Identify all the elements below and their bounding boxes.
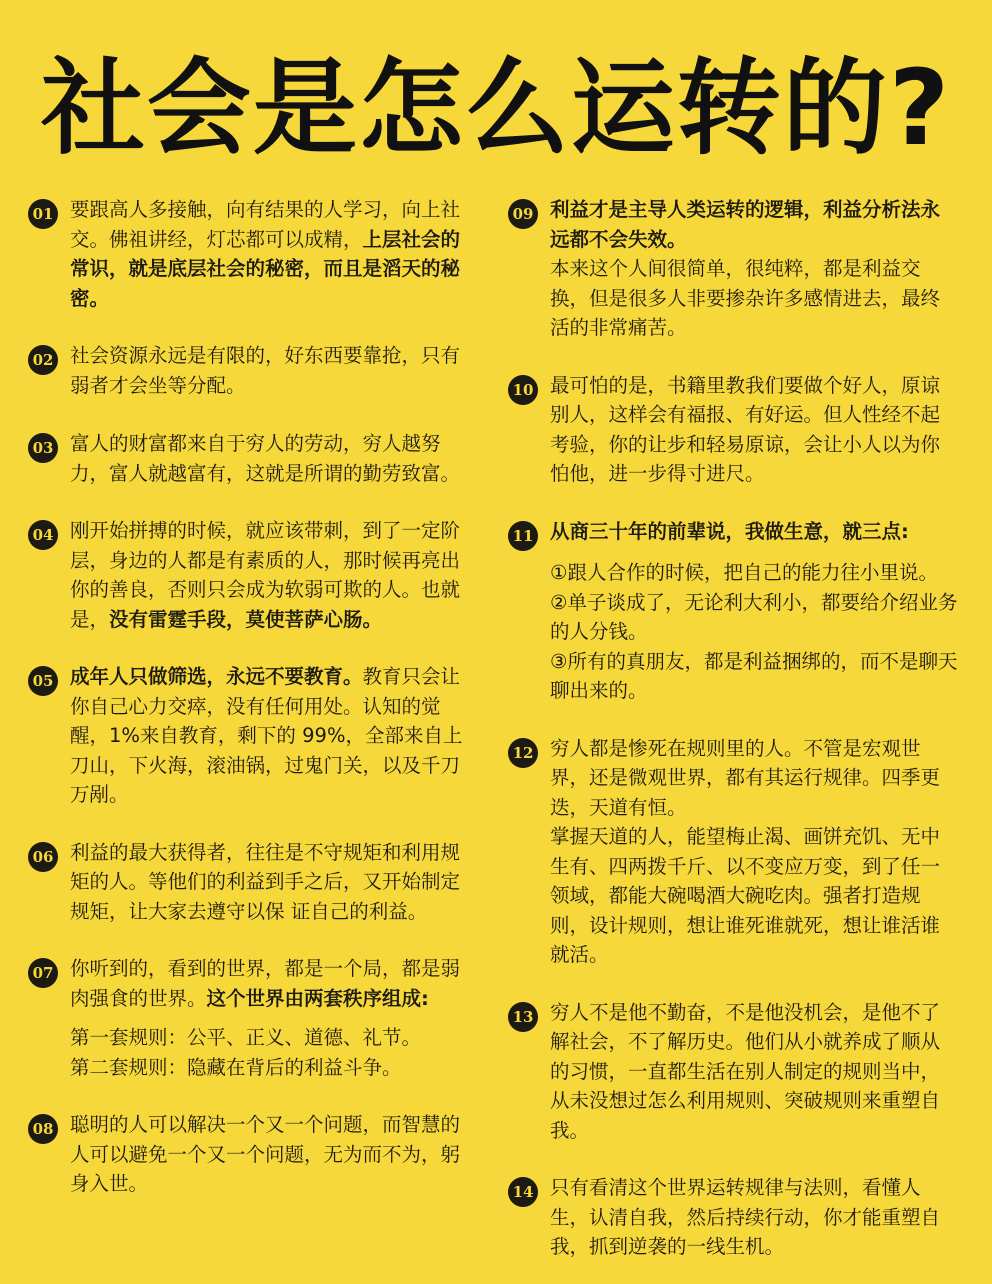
page-title: 社会是怎么运转的?	[40, 47, 952, 169]
item-text: 穷人都是惨死在规则里的人。不管是宏观世界，还是微观世界，都有其运行规律。四季更迭，天道有恒。	[550, 736, 941, 819]
list-item	[28, 195, 478, 313]
number-badge: 05	[28, 666, 58, 696]
point-line: ③所有的真朋友，都是利益捆绑的，而不是聊天聊出来的。	[550, 649, 958, 702]
item-text: 穷人不是他不勤奋，不是他没机会，是他不了解社会，不了解历史。他们从小就养成了顺从的习惯，一直都生活在别人制定的规则当中，从未没想过怎么利用规则、突破规则来重塑自我。	[550, 1000, 941, 1142]
item-text: 教育只会让你自己心力交瘁，没有任何用处。认知的觉醒，1%来自教育，剩下的 99%，全部来自上刀山，下火海，滚油锅，过鬼门关，以及千刀万剐。	[70, 665, 463, 806]
number-badge: 03	[28, 433, 58, 463]
item-text: 刚开始拼搏的时候，就应该带刺，到了一定阶层，身边的人都是有素质的人，那时候再亮出你的善良，否则只会成为软弱可欺的人。也就是，	[70, 519, 461, 631]
list-item	[28, 341, 478, 400]
right-column	[508, 195, 958, 1262]
list-item	[28, 516, 478, 634]
item-text: 社会资源永远是有限的，好东西要靠抢，只有弱者才会坐等分配。	[70, 344, 461, 397]
item-bold-text: 没有雷霆手段，莫使菩萨心肠。	[109, 607, 383, 631]
list-item	[28, 662, 478, 810]
item-text: 掌握天道的人，能望梅止渴、画饼充饥、无中生有、四两拨千斤、以不变应万变，到了任一领域，都能大碗喝酒大碗吃肉。强者打造规则，设计规则，想让谁死谁就死，想让谁活谁就活。	[550, 825, 941, 966]
item-text: 最可怕的是，书籍里教我们要做个好人，原谅别人，这样会有福报、有好运。但人性经不起考验，你的让步和轻易原谅，会让小人以为你怕他，进一步得寸进尺。	[550, 373, 941, 485]
number-badge: 02	[28, 345, 58, 375]
item-text: 要跟高人多接触，向有结果的人学习，向上社交。佛祖讲经，灯芯都可以成精，	[70, 198, 461, 251]
list-item	[28, 838, 478, 927]
point-line: ②单子谈成了，无论利大利小，都要给介绍业务的人分钱。	[550, 590, 958, 643]
list-item	[508, 371, 958, 489]
number-badge: 13	[508, 1002, 538, 1032]
item-bold-text: 这个世界由两套秩序组成:	[206, 986, 429, 1010]
rule-line: 第一套规则：公平、正义、道德、礼节。	[70, 1026, 422, 1049]
point-line: ①跟人合作的时候，把自己的能力往小里说。	[550, 561, 938, 584]
number-badge: 11	[508, 521, 538, 551]
item-text: 聪明的人可以解决一个又一个问题，而智慧的人可以避免一个又一个问题，无为而不为，躬身入世。	[70, 1113, 461, 1195]
list-item	[508, 998, 958, 1146]
number-badge: 04	[28, 520, 58, 550]
item-text: 富人的财富都来自于穷人的劳动，穷人越努力，富人就越富有，这就是所谓的勤劳致富。	[70, 432, 461, 485]
number-badge: 09	[508, 199, 538, 229]
list-item	[508, 1173, 958, 1262]
number-badge: 07	[28, 958, 58, 988]
number-badge: 14	[508, 1177, 538, 1207]
list-item	[508, 195, 958, 343]
number-badge: 08	[28, 1114, 58, 1144]
item-bold-text: 成年人只做筛选，永远不要教育。	[70, 665, 363, 688]
list-item	[28, 954, 478, 1082]
number-badge: 01	[28, 199, 58, 229]
item-bold-text: 利益才是主导人类运转的逻辑，利益分析法永远都不会失效。	[550, 198, 941, 251]
item-text: 利益的最大获得者，往往是不守规矩和利用规矩的人。等他们的利益到手之后，又开始制定规矩，让大家去遵守以保 证自己的利益。	[70, 840, 461, 923]
number-badge: 10	[508, 375, 538, 405]
item-bold-text: 上层社会的常识，就是底层社会的秘密，而且是滔天的秘密。	[70, 227, 461, 310]
rule-line: 第二套规则：隐藏在背后的利益斗争。	[70, 1055, 402, 1079]
item-text: 只有看清这个世界运转规律与法则，看懂人生，认清自我，然后持续行动，你才能重塑自我，抓到逆袭的一线生机。	[550, 1176, 941, 1258]
item-text: 本来这个人间很简单，很纯粹，都是利益交换，但是很多人非要掺杂许多感情进去，最终活的非常痛苦。	[550, 257, 941, 339]
list-item	[508, 517, 958, 706]
item-text: 你听到的，看到的世界，都是一个局，都是弱肉强食的世界。	[70, 957, 461, 1010]
left-column	[28, 195, 478, 1199]
list-item	[28, 1110, 478, 1199]
list-item	[28, 429, 478, 488]
number-badge: 06	[28, 842, 58, 872]
item-bold-text: 从商三十年的前辈说，我做生意，就三点:	[550, 519, 909, 543]
number-badge: 12	[508, 738, 538, 768]
list-item	[508, 734, 958, 970]
